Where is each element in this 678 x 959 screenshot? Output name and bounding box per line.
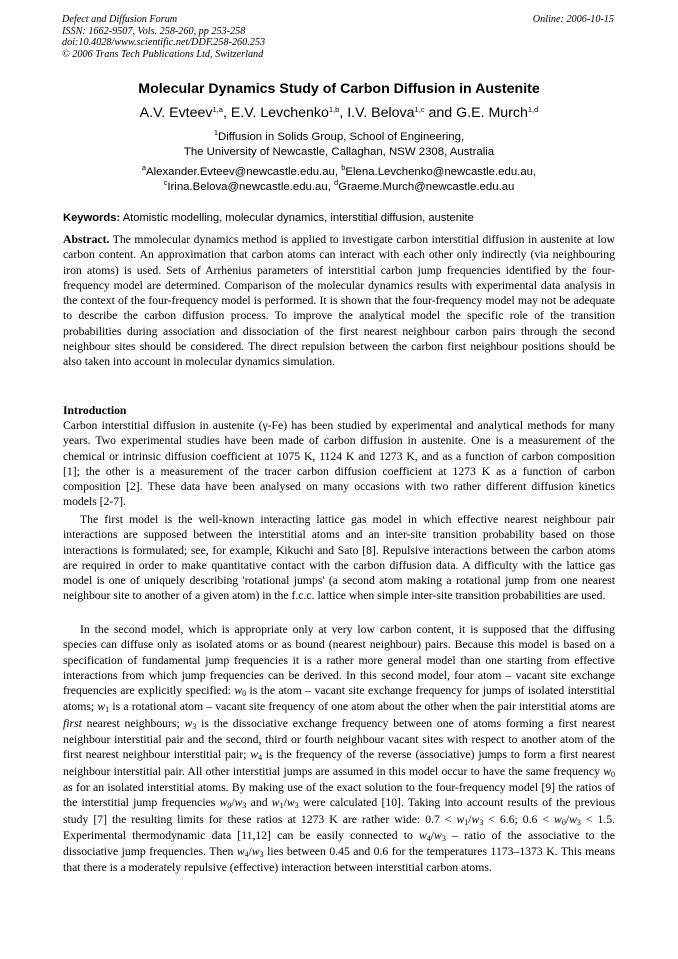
affiliation-line2: The University of Newcastle, Callaghan, NSW 2308, Australia <box>183 146 495 158</box>
email-murch[interactable]: Graeme.Murch@newcastle.edu.au <box>338 181 515 193</box>
affiliation <box>0 130 678 160</box>
author-emails <box>0 165 678 195</box>
author-and: and <box>424 105 457 121</box>
author-name: A.V. Evteev <box>139 105 213 121</box>
author-sup: 1,a <box>212 105 223 114</box>
online-date: Online: 2006-10-15 <box>532 14 614 25</box>
author-sep: , <box>222 105 231 121</box>
journal-header <box>62 14 265 60</box>
email-levchenko[interactable]: Elena.Levchenko@newcastle.edu.au, <box>345 166 537 178</box>
intro-paragraph-2: The first model is the well-known interacting lattice gas model in which effective nearest neighbour pair interactions are supposed between the interstitial atoms and an inter-site transition probability based on those interactions is formulated; see, for example, Kikuchi and Sato [8]. Repulsive interactions between the carbon atoms are required in order to make quantitative contact with the carbon diffusion data. A difficulty with the lattice gas model is one of uniquely describing 'rotational jumps' (a second atom making a rotational jump from one nearest neighbour site to another of a given atom) in the f.c.c. lattice when simple inter-site transition probabilities are used. <box>63 513 615 603</box>
symbol-w4: w <box>250 748 259 762</box>
keywords-label: Keywords: <box>63 212 121 224</box>
email-sup: b <box>341 163 346 172</box>
copyright-line: © 2006 Trans Tech Publications Ltd, Switzerland <box>62 48 264 60</box>
section-heading-introduction: Introduction <box>63 404 127 417</box>
author-name: E.V. Levchenko <box>230 105 329 121</box>
email-sup: d <box>334 178 339 187</box>
author-name: I.V. Belova <box>347 105 415 121</box>
author-list <box>0 104 678 124</box>
symbol-w1: w <box>97 700 106 714</box>
journal-name: Defect and Diffusion Forum <box>62 14 178 25</box>
email-belova[interactable]: Irina.Belova@newcastle.edu.au, <box>167 181 335 193</box>
paper-title: Molecular Dynamics Study of Carbon Diffusion in Austenite <box>138 81 540 97</box>
email-sup: c <box>163 178 168 187</box>
affiliation-sup: 1 <box>213 128 219 137</box>
symbol-w3: w <box>184 716 193 730</box>
affiliation-line1: Diffusion in Solids Group, School of Engineering, <box>218 131 465 143</box>
doi-line: doi:10.4028/www.scientific.net/DDF.258-260.253 <box>62 37 266 49</box>
intro-paragraph-1: Carbon interstitial diffusion in austenite (γ-Fe) has been studied by experimental and analytical methods for many years. Two experimental studies have been made of carbon diffusion in austenite. One is a measurement of the chemical or intrinsic diffusion coefficient at 1075 K, 1124 K and 1273 K, and as a function of carbon composition [1]; the other is a measurement of the tracer carbon diffusion coefficient at 1273 K as a function of carbon composition [2]. These data have been analysed on many occasions with two rather different diffusion kinetics models [2-7]. <box>63 419 615 509</box>
issn-line: ISSN: 1662-9507, Vols. 258-260, pp 253-258 <box>62 25 246 37</box>
author-sup: 1,c <box>414 105 425 114</box>
symbol-w0: w <box>234 684 243 698</box>
email-evteev[interactable]: Alexander.Evteev@newcastle.edu.au, <box>146 166 339 178</box>
author-sep: , <box>339 105 348 121</box>
keywords-text: Atomistic modelling, molecular dynamics, interstitial diffusion, austenite <box>120 212 474 224</box>
author-sup: 1,b <box>328 105 340 114</box>
author-sup: 1,d <box>527 105 539 114</box>
abstract-text: The mmolecular dynamics method is applied to investigate carbon interstitial diffusion in austenite at low carbon content. An approximation that carbon atoms can interact with each other only indirectly (via neighbouring iron atoms) is used. Sets of Arrhenius parameters of interstitial carbon jump frequencies identified by the four-frequency model are determined. Comparison of the molecular dynamics results with experimental data analysis in the context of the four-frequency model is performed. It is shown that the four-frequency model may not be adequate to describe the carbon diffusion process. To improve the analytical model the specific role of the transition probabilities during association and dissociation of the first nearest neighbour carbon pairs through the second neighbour sites should be considered. The direct repulsion between the carbon first neighbour positions should be also taken into account in molecular dynamics simulation. <box>63 233 615 369</box>
email-sup: a <box>141 163 146 172</box>
abstract-label: Abstract. <box>63 233 110 246</box>
abstract <box>63 232 615 370</box>
intro-paragraph-3: In the second model, which is appropriate only at very low carbon content, it is supposed that the diffusing species can diffuse only as isolated atoms or as bound (nearest neighbour) pairs. Because this model is based on a specification of fundamental jump frequencies it is a rather more general model than one starting from effective interactions from which jump frequencies can be derived. In this second model, four atom – vacant site exchange frequencies are explicitly specified: w0 is the atom – vacant site exchange frequency for jumps of isolated interstitial atoms; w1 is a rotational atom – vacant site frequency of one atom about the other when the pair interstitial atoms are first nearest neighbours; w3 is the dissociative exchange frequency between one of atoms forming a first nearest neighbour interstitial pair and the second, third or fourth neighbour vacant sites with respect to another atom of the first nearest neighbour interstitial pair; w4 is the frequency of the reverse (associative) jumps to form a first nearest neighbour interstitial pair. All other interstitial jumps are assumed in this model occur to have the same frequency w0 as for an isolated interstitial atoms. By making use of the exact solution to the four-frequency model [9] the ratios of the interstitial jump frequencies w0/w3 and w1/w3 were calculated [10]. Taking into account results of the previous study [7] the resulting limits for these ratios at 1273 K are rather wide: 0.7 < w1/w3 < 6.6; 0.6 < w0/w3 < 1.5. Experimental thermodynamic data [11,12] can be easily connected to w4/w3 – ratio of the associative to the dissociative jump frequencies. Then w4/w3 lies between 0.45 and 0.6 for the temperatures 1173–1373 K. This means that there is a moderately repulsive (effective) interaction between interstitial carbon atoms. <box>63 623 616 875</box>
keywords <box>63 211 615 225</box>
author-name: G.E. Murch <box>456 105 528 121</box>
